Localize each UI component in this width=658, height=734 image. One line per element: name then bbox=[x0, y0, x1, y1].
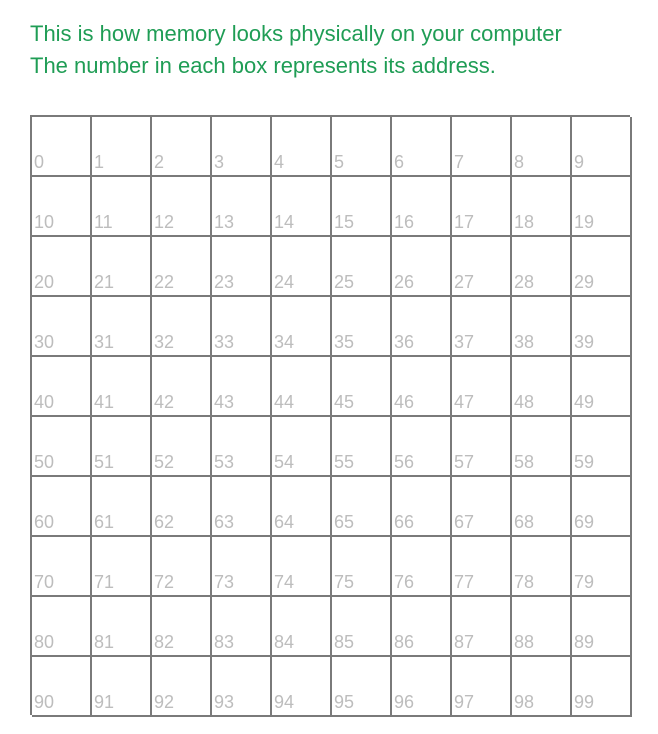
memory-address-label: 69 bbox=[574, 512, 595, 532]
memory-cell bbox=[572, 117, 632, 177]
memory-cell bbox=[392, 357, 452, 417]
memory-cell bbox=[392, 657, 452, 717]
memory-cell bbox=[92, 177, 152, 237]
memory-cell bbox=[332, 537, 392, 597]
memory-address-label: 86 bbox=[394, 632, 415, 652]
memory-address-label: 8 bbox=[514, 152, 525, 172]
memory-address-label: 83 bbox=[214, 632, 235, 652]
memory-cell bbox=[152, 417, 212, 477]
memory-cell bbox=[152, 597, 212, 657]
memory-address-label: 92 bbox=[154, 692, 175, 712]
memory-cell bbox=[452, 657, 512, 717]
memory-cell bbox=[32, 657, 92, 717]
memory-cell bbox=[212, 177, 272, 237]
memory-cell bbox=[92, 117, 152, 177]
memory-cell bbox=[512, 357, 572, 417]
memory-address-label: 4 bbox=[274, 152, 285, 172]
memory-address-label: 66 bbox=[394, 512, 415, 532]
memory-address-label: 25 bbox=[334, 272, 355, 292]
memory-address-label: 21 bbox=[94, 272, 115, 292]
memory-cell bbox=[332, 177, 392, 237]
memory-address-label: 58 bbox=[514, 452, 535, 472]
memory-address-label: 19 bbox=[574, 212, 595, 232]
memory-address-label: 40 bbox=[34, 392, 55, 412]
memory-cell bbox=[152, 177, 212, 237]
memory-address-label: 97 bbox=[454, 692, 475, 712]
memory-address-label: 67 bbox=[454, 512, 475, 532]
memory-address-label: 14 bbox=[274, 212, 295, 232]
memory-address-label: 59 bbox=[574, 452, 595, 472]
memory-cell bbox=[332, 417, 392, 477]
memory-cell bbox=[212, 297, 272, 357]
memory-cell bbox=[272, 297, 332, 357]
memory-cell bbox=[32, 417, 92, 477]
memory-cell bbox=[452, 177, 512, 237]
memory-address-label: 5 bbox=[334, 152, 345, 172]
memory-cell bbox=[392, 477, 452, 537]
memory-cell bbox=[92, 417, 152, 477]
memory-cell bbox=[392, 297, 452, 357]
memory-cell bbox=[152, 117, 212, 177]
memory-address-label: 96 bbox=[394, 692, 415, 712]
memory-cell bbox=[392, 237, 452, 297]
memory-address-label: 2 bbox=[154, 152, 165, 172]
memory-address-label: 32 bbox=[154, 332, 175, 352]
memory-address-label: 24 bbox=[274, 272, 295, 292]
memory-address-label: 3 bbox=[214, 152, 225, 172]
memory-cell bbox=[152, 657, 212, 717]
memory-address-label: 71 bbox=[94, 572, 115, 592]
memory-cell bbox=[212, 657, 272, 717]
memory-address-label: 91 bbox=[94, 692, 115, 712]
memory-cell bbox=[512, 417, 572, 477]
memory-address-label: 37 bbox=[454, 332, 475, 352]
memory-cell bbox=[512, 237, 572, 297]
memory-address-label: 17 bbox=[454, 212, 475, 232]
heading-line-1: This is how memory looks physically on your computer bbox=[30, 21, 562, 46]
memory-cell bbox=[152, 237, 212, 297]
memory-cell bbox=[92, 297, 152, 357]
memory-cell bbox=[332, 657, 392, 717]
memory-address-label: 74 bbox=[274, 572, 295, 592]
memory-cell bbox=[272, 477, 332, 537]
memory-address-label: 87 bbox=[454, 632, 475, 652]
memory-cell bbox=[332, 237, 392, 297]
memory-address-label: 64 bbox=[274, 512, 295, 532]
memory-address-label: 18 bbox=[514, 212, 535, 232]
memory-address-label: 50 bbox=[34, 452, 55, 472]
memory-cell bbox=[332, 117, 392, 177]
memory-cell bbox=[512, 597, 572, 657]
memory-address-label: 73 bbox=[214, 572, 235, 592]
memory-address-label: 76 bbox=[394, 572, 415, 592]
memory-cell bbox=[32, 117, 92, 177]
memory-address-label: 30 bbox=[34, 332, 55, 352]
memory-cell bbox=[572, 597, 632, 657]
memory-address-label: 47 bbox=[454, 392, 475, 412]
memory-address-label: 65 bbox=[334, 512, 355, 532]
memory-address-label: 11 bbox=[94, 212, 113, 232]
memory-cell bbox=[512, 177, 572, 237]
memory-cell bbox=[212, 417, 272, 477]
memory-cell bbox=[452, 297, 512, 357]
memory-address-label: 93 bbox=[214, 692, 235, 712]
memory-cell bbox=[32, 297, 92, 357]
memory-cell bbox=[572, 177, 632, 237]
memory-cell bbox=[392, 597, 452, 657]
memory-cell bbox=[572, 477, 632, 537]
memory-address-label: 79 bbox=[574, 572, 595, 592]
memory-address-label: 41 bbox=[94, 392, 115, 412]
memory-cell bbox=[152, 537, 212, 597]
memory-address-label: 39 bbox=[574, 332, 595, 352]
memory-address-label: 98 bbox=[514, 692, 535, 712]
memory-cell bbox=[92, 237, 152, 297]
memory-cell bbox=[452, 417, 512, 477]
memory-address-label: 78 bbox=[514, 572, 535, 592]
memory-cell bbox=[92, 357, 152, 417]
memory-address-label: 23 bbox=[214, 272, 235, 292]
memory-cell bbox=[332, 477, 392, 537]
heading-line-2: The number in each box represents its address. bbox=[30, 53, 496, 78]
memory-address-label: 60 bbox=[34, 512, 55, 532]
memory-address-label: 44 bbox=[274, 392, 295, 412]
memory-cell bbox=[212, 237, 272, 297]
memory-cell bbox=[572, 237, 632, 297]
memory-cell bbox=[572, 297, 632, 357]
memory-cell bbox=[32, 357, 92, 417]
memory-address-label: 68 bbox=[514, 512, 535, 532]
memory-cell bbox=[452, 117, 512, 177]
memory-address-label: 62 bbox=[154, 512, 175, 532]
memory-cell bbox=[212, 117, 272, 177]
memory-cell bbox=[452, 237, 512, 297]
memory-address-label: 77 bbox=[454, 572, 475, 592]
memory-cell bbox=[272, 357, 332, 417]
heading bbox=[30, 18, 650, 82]
memory-cell bbox=[512, 477, 572, 537]
memory-cell bbox=[452, 357, 512, 417]
memory-address-label: 13 bbox=[214, 212, 235, 232]
memory-address-label: 52 bbox=[154, 452, 175, 472]
memory-cell bbox=[32, 597, 92, 657]
memory-cell bbox=[332, 297, 392, 357]
memory-cell bbox=[452, 477, 512, 537]
memory-cell bbox=[92, 537, 152, 597]
memory-cell bbox=[152, 297, 212, 357]
memory-cell bbox=[32, 537, 92, 597]
memory-cell bbox=[272, 597, 332, 657]
memory-address-label: 31 bbox=[94, 332, 115, 352]
memory-address-label: 94 bbox=[274, 692, 295, 712]
memory-cell bbox=[32, 477, 92, 537]
memory-address-label: 89 bbox=[574, 632, 595, 652]
memory-address-label: 12 bbox=[154, 212, 175, 232]
memory-cell bbox=[392, 177, 452, 237]
memory-address-label: 55 bbox=[334, 452, 355, 472]
memory-cell bbox=[512, 117, 572, 177]
memory-address-label: 63 bbox=[214, 512, 235, 532]
memory-cell bbox=[212, 537, 272, 597]
memory-cell bbox=[152, 357, 212, 417]
memory-cell bbox=[272, 657, 332, 717]
memory-cell bbox=[92, 477, 152, 537]
memory-cell bbox=[572, 357, 632, 417]
memory-address-label: 20 bbox=[34, 272, 55, 292]
memory-address-label: 53 bbox=[214, 452, 235, 472]
memory-address-label: 82 bbox=[154, 632, 175, 652]
memory-address-label: 88 bbox=[514, 632, 535, 652]
memory-address-label: 7 bbox=[454, 152, 465, 172]
memory-cell bbox=[212, 597, 272, 657]
memory-cell bbox=[572, 417, 632, 477]
memory-cell bbox=[572, 537, 632, 597]
memory-cell bbox=[212, 357, 272, 417]
memory-address-label: 99 bbox=[574, 692, 595, 712]
memory-cell bbox=[92, 657, 152, 717]
memory-grid bbox=[30, 115, 630, 715]
memory-address-label: 43 bbox=[214, 392, 235, 412]
memory-cell bbox=[572, 657, 632, 717]
memory-cell bbox=[512, 657, 572, 717]
memory-address-label: 57 bbox=[454, 452, 475, 472]
memory-cell bbox=[32, 177, 92, 237]
memory-address-label: 70 bbox=[34, 572, 55, 592]
memory-cell bbox=[512, 537, 572, 597]
memory-cell bbox=[332, 597, 392, 657]
memory-address-label: 22 bbox=[154, 272, 175, 292]
memory-cell bbox=[392, 417, 452, 477]
memory-address-label: 72 bbox=[154, 572, 175, 592]
memory-address-label: 10 bbox=[34, 212, 55, 232]
memory-cell bbox=[32, 237, 92, 297]
memory-address-label: 29 bbox=[574, 272, 595, 292]
memory-address-label: 33 bbox=[214, 332, 235, 352]
memory-cell bbox=[392, 537, 452, 597]
memory-address-label: 51 bbox=[94, 452, 115, 472]
memory-address-label: 36 bbox=[394, 332, 415, 352]
memory-address-label: 56 bbox=[394, 452, 415, 472]
memory-address-label: 84 bbox=[274, 632, 295, 652]
memory-address-label: 26 bbox=[394, 272, 415, 292]
memory-cell bbox=[392, 117, 452, 177]
memory-cell bbox=[452, 537, 512, 597]
memory-address-label: 42 bbox=[154, 392, 175, 412]
memory-address-label: 49 bbox=[574, 392, 595, 412]
memory-cell bbox=[272, 237, 332, 297]
memory-cell bbox=[332, 357, 392, 417]
memory-address-label: 9 bbox=[574, 152, 585, 172]
memory-address-label: 80 bbox=[34, 632, 55, 652]
memory-address-label: 61 bbox=[94, 512, 115, 532]
memory-cell bbox=[272, 177, 332, 237]
memory-address-label: 90 bbox=[34, 692, 55, 712]
memory-cell bbox=[272, 417, 332, 477]
memory-address-label: 28 bbox=[514, 272, 535, 292]
memory-address-label: 16 bbox=[394, 212, 415, 232]
memory-address-label: 15 bbox=[334, 212, 355, 232]
memory-address-label: 54 bbox=[274, 452, 295, 472]
memory-cell bbox=[212, 477, 272, 537]
memory-address-label: 85 bbox=[334, 632, 355, 652]
memory-address-label: 34 bbox=[274, 332, 295, 352]
memory-cell bbox=[92, 597, 152, 657]
memory-cell bbox=[452, 597, 512, 657]
memory-address-label: 81 bbox=[94, 632, 115, 652]
memory-address-label: 46 bbox=[394, 392, 415, 412]
memory-address-label: 75 bbox=[334, 572, 355, 592]
memory-address-label: 27 bbox=[454, 272, 475, 292]
memory-cell bbox=[512, 297, 572, 357]
memory-address-label: 38 bbox=[514, 332, 535, 352]
memory-address-label: 1 bbox=[94, 152, 105, 172]
memory-address-label: 6 bbox=[394, 152, 405, 172]
memory-cell bbox=[272, 537, 332, 597]
memory-address-label: 35 bbox=[334, 332, 355, 352]
memory-cell bbox=[272, 117, 332, 177]
memory-address-label: 48 bbox=[514, 392, 535, 412]
memory-cell bbox=[152, 477, 212, 537]
memory-address-label: 45 bbox=[334, 392, 355, 412]
memory-address-label: 0 bbox=[34, 152, 45, 172]
memory-address-label: 95 bbox=[334, 692, 355, 712]
